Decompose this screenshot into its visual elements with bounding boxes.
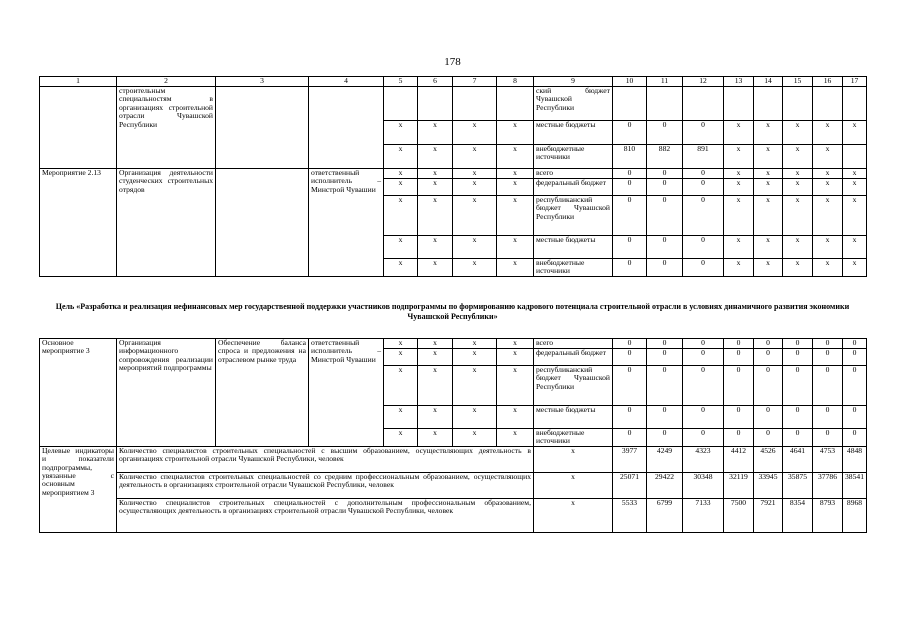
funding-source: всего — [534, 339, 613, 349]
value-cell: 0 — [647, 349, 683, 366]
flag-cell: х — [418, 349, 453, 366]
funding-source: ский бюджет Чувашской Республики — [534, 87, 613, 121]
value-cell: 0 — [783, 339, 813, 349]
value-cell: 0 — [843, 349, 867, 366]
value-cell: 0 — [724, 339, 754, 349]
indicator-value: 4848 — [843, 446, 867, 472]
value-cell: х — [813, 169, 843, 179]
indicators-title: Целевые индикаторы и показатели подпрограммы, увязанные с основным мероприятием 3 — [40, 446, 117, 532]
value-cell: 0 — [724, 429, 754, 447]
value-cell: 0 — [613, 169, 647, 179]
measure-description: Организация деятельности студенческих строительных отрядов — [117, 169, 216, 277]
indicator-value: 8354 — [783, 498, 813, 532]
flag-cell: х — [497, 339, 534, 349]
value-cell: х — [843, 121, 867, 145]
value-cell: 0 — [683, 196, 724, 236]
indicator-value: 25071 — [613, 472, 647, 498]
value-cell: 0 — [724, 366, 754, 406]
value-cell: 0 — [613, 236, 647, 259]
value-cell: 0 — [683, 339, 724, 349]
column-number: 8 — [497, 77, 534, 87]
budget-row — [40, 339, 867, 349]
value-cell: 0 — [754, 366, 783, 406]
value-cell: 0 — [683, 121, 724, 145]
flag-cell: х — [418, 236, 453, 259]
value-cell — [813, 87, 843, 121]
value-cell: 0 — [783, 406, 813, 429]
funding-source: внебюджетные источники — [534, 145, 613, 169]
value-cell: х — [843, 169, 867, 179]
indicator-value: 7500 — [724, 498, 754, 532]
main-measure-title: Основное мероприятие 3 — [40, 339, 117, 447]
value-cell: х — [754, 145, 783, 169]
column-number: 3 — [216, 77, 309, 87]
value-cell: 810 — [613, 145, 647, 169]
budget-row — [40, 169, 867, 179]
value-cell: х — [843, 196, 867, 236]
flag-cell: х — [497, 196, 534, 236]
indicator-value: 4753 — [813, 446, 843, 472]
column-number: 15 — [783, 77, 813, 87]
flag-cell: х — [497, 366, 534, 406]
value-cell: 0 — [683, 236, 724, 259]
flag-cell: х — [497, 429, 534, 447]
value-cell: 0 — [683, 349, 724, 366]
value-cell: х — [783, 145, 813, 169]
cont-col3 — [216, 87, 309, 169]
value-cell: 0 — [683, 429, 724, 447]
indicator-flag: х — [534, 472, 613, 498]
flag-cell: х — [418, 179, 453, 196]
value-cell: 0 — [754, 406, 783, 429]
indicator-value: 33945 — [754, 472, 783, 498]
indicator-value: 8968 — [843, 498, 867, 532]
value-cell: х — [754, 121, 783, 145]
indicator-value: 30348 — [683, 472, 724, 498]
funding-source: местные бюджеты — [534, 121, 613, 145]
value-cell: х — [783, 196, 813, 236]
column-number: 13 — [724, 77, 754, 87]
value-cell — [843, 145, 867, 169]
flag-cell: х — [418, 196, 453, 236]
flag-cell: х — [384, 366, 418, 406]
flag-cell: х — [384, 406, 418, 429]
funding-source: внебюджетные источники — [534, 429, 613, 447]
value-cell: 0 — [843, 366, 867, 406]
value-cell: 0 — [783, 349, 813, 366]
flag-cell: х — [453, 259, 497, 277]
funding-source: местные бюджеты — [534, 406, 613, 429]
value-cell: х — [724, 145, 754, 169]
value-cell: х — [754, 259, 783, 277]
flag-cell: х — [497, 145, 534, 169]
flag-cell: х — [453, 406, 497, 429]
flag-cell: х — [453, 366, 497, 406]
value-cell: 0 — [683, 259, 724, 277]
funding-source: всего — [534, 169, 613, 179]
value-cell: х — [724, 196, 754, 236]
value-cell: х — [754, 169, 783, 179]
column-number: 16 — [813, 77, 843, 87]
flag-cell: х — [453, 196, 497, 236]
value-cell: 882 — [647, 145, 683, 169]
column-number: 17 — [843, 77, 867, 87]
flag-cell: х — [453, 339, 497, 349]
value-cell: х — [754, 236, 783, 259]
value-cell: 0 — [813, 339, 843, 349]
flag-cell: х — [384, 145, 418, 169]
indicator-value: 4249 — [647, 446, 683, 472]
value-cell: х — [813, 196, 843, 236]
cont-description: строительным специальностям в организациях строительной отрасли Чувашской Республики — [117, 87, 216, 169]
value-cell: 0 — [647, 406, 683, 429]
measure-result — [216, 169, 309, 277]
flag-cell: х — [384, 236, 418, 259]
value-cell: 0 — [843, 406, 867, 429]
value-cell: х — [783, 121, 813, 145]
column-number-row — [40, 77, 867, 87]
flag-cell: х — [418, 429, 453, 447]
flag-cell: х — [418, 259, 453, 277]
flag-cell: х — [453, 179, 497, 196]
value-cell — [783, 87, 813, 121]
value-cell: 0 — [613, 366, 647, 406]
cont-col4 — [309, 87, 384, 169]
value-cell: х — [783, 236, 813, 259]
indicator-value: 4641 — [783, 446, 813, 472]
value-cell: 0 — [843, 339, 867, 349]
budget-table-lower — [39, 338, 867, 533]
measure-executor: ответственный исполнитель – Минстрой Чувашии — [309, 169, 384, 277]
value-cell: 0 — [647, 121, 683, 145]
flag-cell: х — [497, 179, 534, 196]
value-cell: 0 — [613, 429, 647, 447]
indicator-text: Количество специалистов строительных специальностей с высшим образованием, осуществляющих деятельность в организациях строительной отрасли Чувашской Республики, человек — [117, 446, 534, 472]
value-cell: 0 — [647, 236, 683, 259]
value-cell — [724, 87, 754, 121]
indicator-value: 38541 — [843, 472, 867, 498]
value-cell: 0 — [613, 339, 647, 349]
flag-cell: х — [418, 169, 453, 179]
value-cell: 0 — [813, 349, 843, 366]
value-cell — [613, 87, 647, 121]
value-cell: х — [813, 259, 843, 277]
flag-cell: х — [497, 121, 534, 145]
value-cell: 0 — [613, 349, 647, 366]
value-cell: 0 — [613, 121, 647, 145]
value-cell: х — [783, 179, 813, 196]
flag-cell: х — [384, 339, 418, 349]
flag-cell — [418, 87, 453, 121]
value-cell: 0 — [613, 259, 647, 277]
flag-cell: х — [497, 236, 534, 259]
goal-label: Цель — [55, 302, 75, 311]
value-cell: 0 — [647, 169, 683, 179]
indicator-text: Количество специалистов строительных специальностей со средним профессиональным образованием, осуществляющих деятельность в организациях строительной отрасли Чувашской Республики, человек — [117, 472, 534, 498]
column-number: 2 — [117, 77, 216, 87]
column-number: 11 — [647, 77, 683, 87]
column-number: 6 — [418, 77, 453, 87]
funding-source: внебюджетные источники — [534, 259, 613, 277]
value-cell: 0 — [683, 169, 724, 179]
measure-title: Мероприятие 2.13 — [40, 169, 117, 277]
flag-cell: х — [384, 169, 418, 179]
value-cell: 0 — [754, 429, 783, 447]
value-cell: х — [843, 259, 867, 277]
flag-cell: х — [453, 169, 497, 179]
indicator-flag: х — [534, 498, 613, 532]
flag-cell: х — [453, 349, 497, 366]
indicator-value: 4323 — [683, 446, 724, 472]
value-cell: х — [813, 236, 843, 259]
value-cell — [754, 87, 783, 121]
flag-cell: х — [453, 429, 497, 447]
value-cell: 0 — [724, 349, 754, 366]
flag-cell: х — [497, 169, 534, 179]
value-cell: х — [754, 196, 783, 236]
column-number: 4 — [309, 77, 384, 87]
flag-cell: х — [453, 145, 497, 169]
value-cell: х — [813, 179, 843, 196]
flag-cell: х — [418, 145, 453, 169]
value-cell: 891 — [683, 145, 724, 169]
value-cell: 0 — [683, 406, 724, 429]
indicator-row — [40, 472, 867, 498]
value-cell: х — [783, 169, 813, 179]
value-cell: 0 — [813, 406, 843, 429]
value-cell: 0 — [813, 429, 843, 447]
value-cell — [843, 87, 867, 121]
column-number: 14 — [754, 77, 783, 87]
funding-source: республиканский бюджет Чувашской Республики — [534, 366, 613, 406]
value-cell: 0 — [647, 339, 683, 349]
flag-cell: х — [453, 236, 497, 259]
page-number: 178 — [444, 56, 461, 68]
indicator-value: 5533 — [613, 498, 647, 532]
indicator-value: 3977 — [613, 446, 647, 472]
value-cell: 0 — [647, 366, 683, 406]
value-cell: 0 — [783, 366, 813, 406]
value-cell: 0 — [647, 179, 683, 196]
flag-cell — [497, 87, 534, 121]
flag-cell — [453, 87, 497, 121]
flag-cell: х — [497, 406, 534, 429]
funding-source: республиканский бюджет Чувашской Республики — [534, 196, 613, 236]
value-cell: 0 — [724, 406, 754, 429]
value-cell — [683, 87, 724, 121]
value-cell: 0 — [843, 429, 867, 447]
indicator-value: 29422 — [647, 472, 683, 498]
column-number: 1 — [40, 77, 117, 87]
value-cell: х — [754, 179, 783, 196]
column-number: 12 — [683, 77, 724, 87]
budget-row — [40, 87, 867, 121]
value-cell: х — [724, 179, 754, 196]
funding-source: федеральный бюджет — [534, 349, 613, 366]
indicator-text: Количество специалистов строительных специальностей с дополнительным профессиональным образованием, осуществляющих деятельность в организациях строительной отрасли Чувашской Республики, человек — [117, 498, 534, 532]
flag-cell — [384, 87, 418, 121]
indicator-value: 7133 — [683, 498, 724, 532]
value-cell: х — [843, 179, 867, 196]
value-cell: 0 — [754, 339, 783, 349]
value-cell: х — [724, 121, 754, 145]
indicator-value: 8793 — [813, 498, 843, 532]
value-cell: 0 — [783, 429, 813, 447]
column-number: 5 — [384, 77, 418, 87]
flag-cell: х — [384, 196, 418, 236]
flag-cell: х — [418, 121, 453, 145]
indicator-value: 4526 — [754, 446, 783, 472]
main-measure-description: Организация информационного сопровождения реализации мероприятий подпрограммы — [117, 339, 216, 447]
indicator-value: 35875 — [783, 472, 813, 498]
indicator-value: 6799 — [647, 498, 683, 532]
value-cell: 0 — [754, 349, 783, 366]
indicator-flag: х — [534, 446, 613, 472]
flag-cell: х — [497, 349, 534, 366]
value-cell: 0 — [613, 406, 647, 429]
flag-cell: х — [418, 406, 453, 429]
main-measure-executor: ответственный исполнитель – Минстрой Чувашии — [309, 339, 384, 447]
flag-cell: х — [384, 429, 418, 447]
main-measure-result: Обеспечение баланса спроса и предложения на отраслевом рынке труда — [216, 339, 309, 447]
flag-cell: х — [384, 259, 418, 277]
value-cell: 0 — [813, 366, 843, 406]
flag-cell: х — [497, 259, 534, 277]
indicator-row — [40, 446, 867, 472]
value-cell: 0 — [683, 179, 724, 196]
value-cell: х — [813, 145, 843, 169]
goal-text: «Разработка и реализация нефинансовых мер государственной поддержки участников подпрограммы по формированию кадрового потенциала строительной отрасли в условиях динамичного развития экономики Чувашской Республики» — [76, 302, 850, 321]
flag-cell: х — [384, 121, 418, 145]
flag-cell: х — [418, 366, 453, 406]
flag-cell: х — [384, 349, 418, 366]
flag-cell: х — [453, 121, 497, 145]
funding-source: местные бюджеты — [534, 236, 613, 259]
value-cell: х — [843, 236, 867, 259]
indicator-row — [40, 498, 867, 532]
indicator-value: 37786 — [813, 472, 843, 498]
cont-col1 — [40, 87, 117, 169]
value-cell: х — [724, 236, 754, 259]
value-cell: 0 — [647, 429, 683, 447]
indicator-value: 7921 — [754, 498, 783, 532]
value-cell — [647, 87, 683, 121]
indicator-value: 32119 — [724, 472, 754, 498]
value-cell: 0 — [683, 366, 724, 406]
budget-table-upper — [39, 76, 867, 277]
flag-cell: х — [418, 339, 453, 349]
value-cell: х — [783, 259, 813, 277]
flag-cell: х — [384, 179, 418, 196]
value-cell: 0 — [613, 196, 647, 236]
value-cell: х — [813, 121, 843, 145]
funding-source: федеральный бюджет — [534, 179, 613, 196]
value-cell: х — [724, 169, 754, 179]
column-number: 7 — [453, 77, 497, 87]
value-cell: х — [724, 259, 754, 277]
column-number: 9 — [534, 77, 613, 87]
goal-heading — [39, 302, 866, 322]
value-cell: 0 — [647, 259, 683, 277]
indicator-value: 4412 — [724, 446, 754, 472]
value-cell: 0 — [613, 179, 647, 196]
value-cell: 0 — [647, 196, 683, 236]
column-number: 10 — [613, 77, 647, 87]
